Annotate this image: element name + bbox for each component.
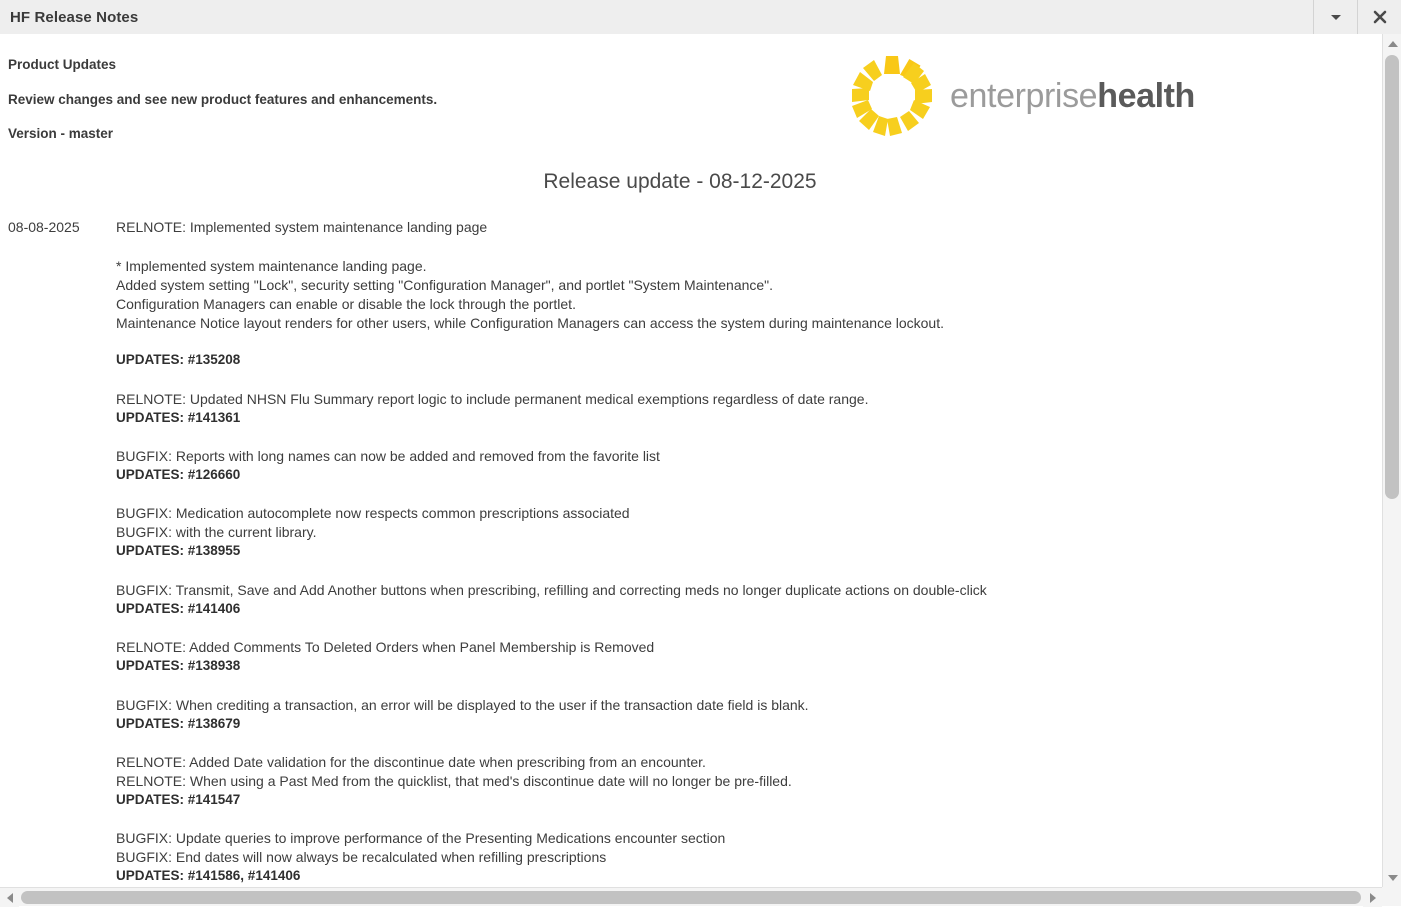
horizontal-scrollbar[interactable]: [0, 887, 1382, 906]
entry-updates: UPDATES: #138938: [116, 658, 241, 674]
scroll-up-button[interactable]: [1383, 34, 1401, 53]
entry-line: Maintenance Notice layout renders for other users, while Configuration Managers can access the system during maintenance lockout.: [116, 315, 944, 332]
entry-block: [116, 638, 1352, 675]
entry-line: BUGFIX: with the current library.: [116, 524, 317, 541]
document-header: [0, 57, 1382, 142]
entry-headline: RELNOTE: Implemented system maintenance landing page: [116, 218, 488, 235]
release-update-title: Release update - 08-12-2025: [543, 169, 817, 193]
scroll-down-button[interactable]: [1383, 868, 1401, 887]
content-area: [0, 34, 1401, 906]
entry-block: [116, 753, 1352, 809]
entry-block: [116, 504, 1352, 560]
entry-block: [116, 390, 1352, 427]
entry-updates: UPDATES: #141586, #141406: [116, 868, 301, 884]
page-title: HF Release Notes: [10, 8, 139, 26]
entry-line: BUGFIX: Medication autocomplete now respects common prescriptions associated: [116, 505, 630, 522]
entry-line: * Implemented system maintenance landing page.: [116, 258, 427, 275]
scroll-left-button[interactable]: [0, 888, 19, 907]
window-titlebar: [0, 0, 1401, 35]
entry-updates: UPDATES: #141547: [116, 792, 241, 808]
entry-updates: UPDATES: #141361: [116, 409, 241, 425]
entry-line: RELNOTE: Updated NHSN Flu Summary report logic to include permanent medical exemptions regardless of date range.: [116, 390, 869, 407]
entry-updates: UPDATES: #135208: [116, 352, 241, 368]
entry-updates: UPDATES: #138955: [116, 543, 241, 559]
header-subtitle: Review changes and see new product features and enhancements.: [8, 91, 438, 107]
close-button[interactable]: [1357, 0, 1401, 34]
header-version: Version - master: [8, 126, 114, 142]
triangle-up-icon: [1388, 41, 1398, 47]
entry-line: RELNOTE: Added Date validation for the discontinue date when prescribing from an encounter.: [116, 754, 706, 770]
entry-updates: UPDATES: #126660: [116, 467, 241, 483]
logo-text-enterprise: enterprise: [950, 76, 1098, 115]
vertical-scrollbar[interactable]: [1382, 34, 1401, 887]
release-entry: [0, 218, 1382, 886]
entry-block: [116, 447, 1352, 484]
entry-line: RELNOTE: When using a Past Med from the quicklist, that med's discontinue date will no longer be pre-filled.: [116, 773, 792, 790]
entry-body: [116, 218, 1382, 886]
entry-block: [116, 257, 1352, 369]
header-product-updates: Product Updates: [8, 57, 117, 72]
vertical-scrollbar-thumb[interactable]: [1385, 55, 1399, 499]
logo-text-health: health: [1097, 76, 1195, 115]
entry-line: BUGFIX: Transmit, Save and Add Another buttons when prescribing, refilling and correcting meds no longer duplicate actions on double-click: [116, 581, 987, 598]
entry-block: [116, 829, 1352, 885]
entry-line: RELNOTE: Added Comments To Deleted Orders when Panel Membership is Removed: [116, 639, 655, 656]
release-entries: [0, 218, 1382, 886]
close-icon: [1372, 9, 1388, 25]
entry-block: [116, 581, 1352, 618]
entry-line: BUGFIX: End dates will now always be recalculated when refilling prescriptions: [116, 849, 607, 866]
triangle-down-icon: [1388, 875, 1398, 881]
entry-updates: UPDATES: #138679: [116, 715, 241, 731]
entry-line: Configuration Managers can enable or disable the lock through the portlet.: [116, 296, 576, 313]
entry-line: BUGFIX: When crediting a transaction, an error will be displayed to the user if the transaction date field is blank.: [116, 696, 809, 713]
entry-line: BUGFIX: Update queries to improve performance of the Presenting Medications encounter section: [116, 830, 726, 847]
window-menu-button[interactable]: [1313, 0, 1357, 34]
entry-line: Added system setting "Lock", security setting "Configuration Manager", and portlet "System Maintenance".: [116, 277, 774, 294]
chevron-down-icon: [1329, 10, 1343, 24]
entry-updates: UPDATES: #141406: [116, 600, 241, 616]
entry-block: [116, 696, 1352, 733]
horizontal-scrollbar-thumb[interactable]: [21, 891, 1361, 904]
triangle-left-icon: [7, 893, 13, 903]
scroll-right-button[interactable]: [1363, 888, 1382, 907]
release-notes-document: [0, 34, 1382, 887]
triangle-right-icon: [1370, 893, 1376, 903]
entry-date: 08-08-2025: [8, 218, 80, 235]
entry-line: BUGFIX: Reports with long names can now be added and removed from the favorite list: [116, 448, 660, 465]
scrollbar-corner: [1382, 887, 1401, 906]
